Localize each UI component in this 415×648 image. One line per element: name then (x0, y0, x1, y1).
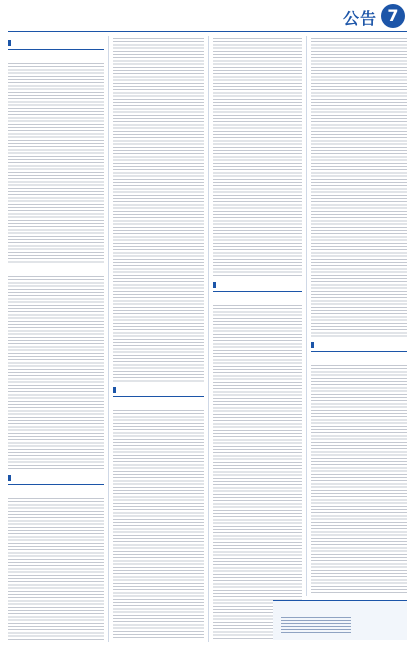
section-heading (8, 40, 13, 48)
notice-body-text (8, 498, 104, 640)
page-number-badge: 7 (381, 4, 405, 28)
notice-body-text (213, 38, 302, 278)
notice-body-text (8, 276, 104, 471)
section-heading (311, 342, 316, 350)
heading-underline (113, 396, 204, 397)
heading-underline (213, 291, 302, 292)
heading-marker (8, 475, 11, 481)
section-title: 公告 (342, 9, 377, 28)
heading-underline (8, 49, 104, 50)
masthead (8, 4, 407, 30)
notice-body-text (8, 63, 104, 263)
column-divider (108, 36, 109, 642)
section-heading (8, 475, 13, 483)
heading-marker (113, 387, 116, 393)
advertisement-body-text (281, 617, 351, 635)
section-heading (113, 387, 118, 395)
heading-marker (311, 342, 314, 348)
heading-marker (8, 40, 11, 46)
heading-underline (8, 484, 104, 485)
heading-marker (213, 282, 216, 288)
heading-underline (311, 351, 407, 352)
notice-body-text (113, 38, 204, 383)
masthead-divider (8, 31, 407, 32)
notice-body-text (311, 365, 407, 595)
advertisement-box (273, 600, 407, 640)
notice-body-text (311, 38, 407, 338)
column-divider (208, 36, 209, 642)
notice-body-text (113, 410, 204, 640)
notice-body-text (213, 305, 302, 640)
column-divider (306, 36, 307, 596)
section-heading (213, 282, 218, 290)
